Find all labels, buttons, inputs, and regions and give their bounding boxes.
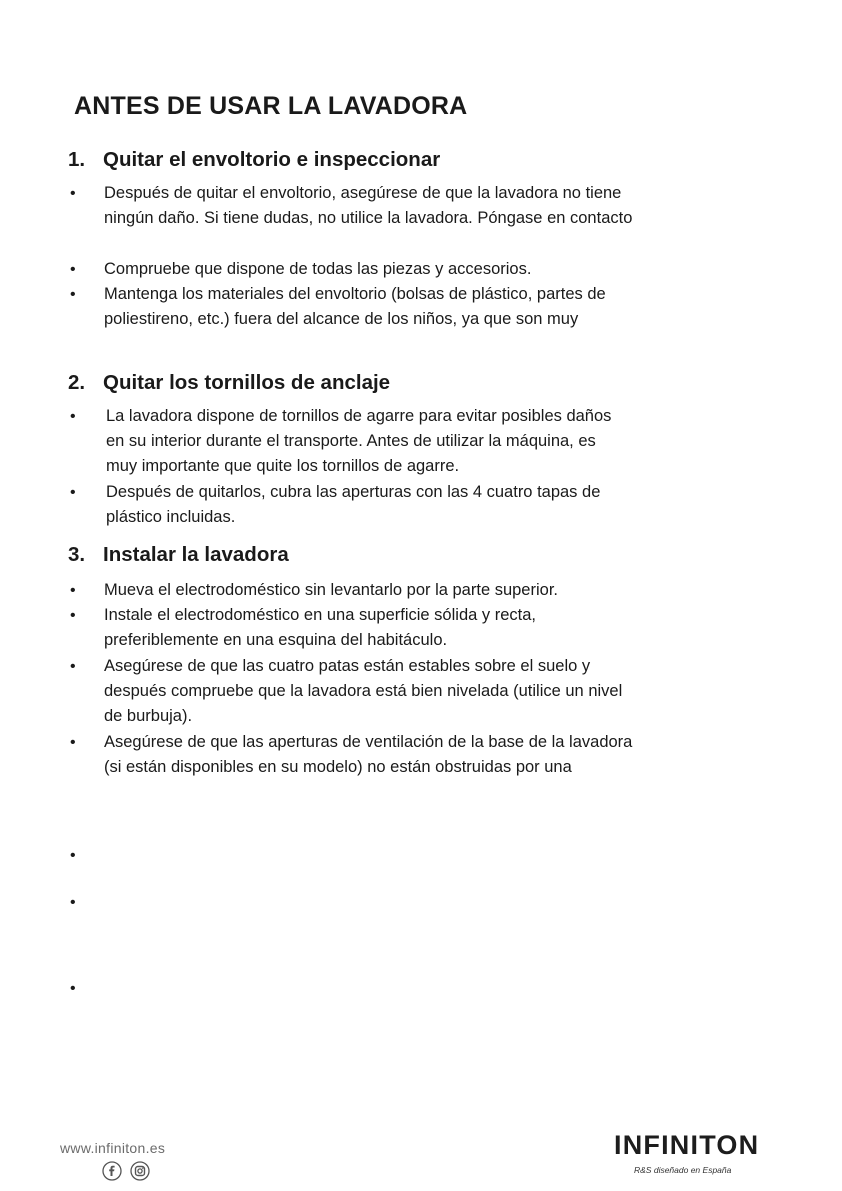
bullet-line: de burbuja).	[104, 707, 193, 725]
brand-logo: INFINITON	[614, 1130, 760, 1160]
website-url[interactable]: www.infiniton.es	[60, 1140, 166, 1156]
section-3-number: 3.	[68, 543, 86, 566]
bullet-line: (si están disponibles en su modelo) no están obstruidas por una	[104, 758, 572, 776]
page-title: ANTES DE USAR LA LAVADORA	[74, 92, 468, 120]
instagram-icon[interactable]	[130, 1161, 150, 1181]
section-2-number: 2.	[68, 371, 86, 394]
bullet-line: Asegúrese de que las cuatro patas están estables sobre el suelo y	[104, 657, 591, 675]
section-1-number: 1.	[68, 148, 86, 171]
bullet-line: Compruebe que dispone de todas las piezas y accesorios.	[104, 260, 532, 278]
bullet-line: Asegúrese de que las aperturas de ventilación de la base de la lavadora	[104, 733, 633, 751]
section-3-heading: Instalar la lavadora	[103, 543, 289, 566]
facebook-icon[interactable]	[102, 1161, 122, 1181]
bullet-line: Después de quitar el envoltorio, asegúrese de que la lavadora no tiene	[104, 184, 622, 202]
section-2-heading: Quitar los tornillos de anclaje	[103, 371, 391, 394]
brand-tagline: R&S diseñado en España	[634, 1165, 732, 1175]
section-3-title	[68, 543, 289, 567]
bullet-line: Instale el electrodoméstico en una superficie sólida y recta,	[104, 606, 536, 624]
bullet-line: plástico incluidas.	[106, 508, 236, 526]
bullet-line: ningún daño. Si tiene dudas, no utilice la lavadora. Póngase en contacto	[104, 209, 633, 227]
bullet-line: en su interior durante el transporte. Antes de utilizar la máquina, es	[106, 432, 596, 450]
bullet-line: La lavadora dispone de tornillos de agarre para evitar posibles daños	[106, 407, 612, 425]
bullet-line: muy importante que quite los tornillos de agarre.	[106, 457, 460, 475]
bullet-line: Mantenga los materiales del envoltorio (bolsas de plástico, partes de	[104, 285, 606, 303]
bullet-line: Después de quitarlos, cubra las aperturas con las 4 cuatro tapas de	[106, 483, 601, 501]
bullet-line: poliestireno, etc.) fuera del alcance de los niños, ya que son muy	[104, 310, 579, 328]
section-2-title	[68, 371, 390, 395]
bullet-line: después compruebe que la lavadora está bien nivelada (utilice un nivel	[104, 682, 623, 700]
section-1-title	[68, 148, 440, 172]
bullet-line: Mueva el electrodoméstico sin levantarlo por la parte superior.	[104, 581, 558, 599]
section-1-heading: Quitar el envoltorio e inspeccionar	[103, 148, 441, 171]
bullet-line: preferiblemente en una esquina del habitáculo.	[104, 631, 448, 649]
